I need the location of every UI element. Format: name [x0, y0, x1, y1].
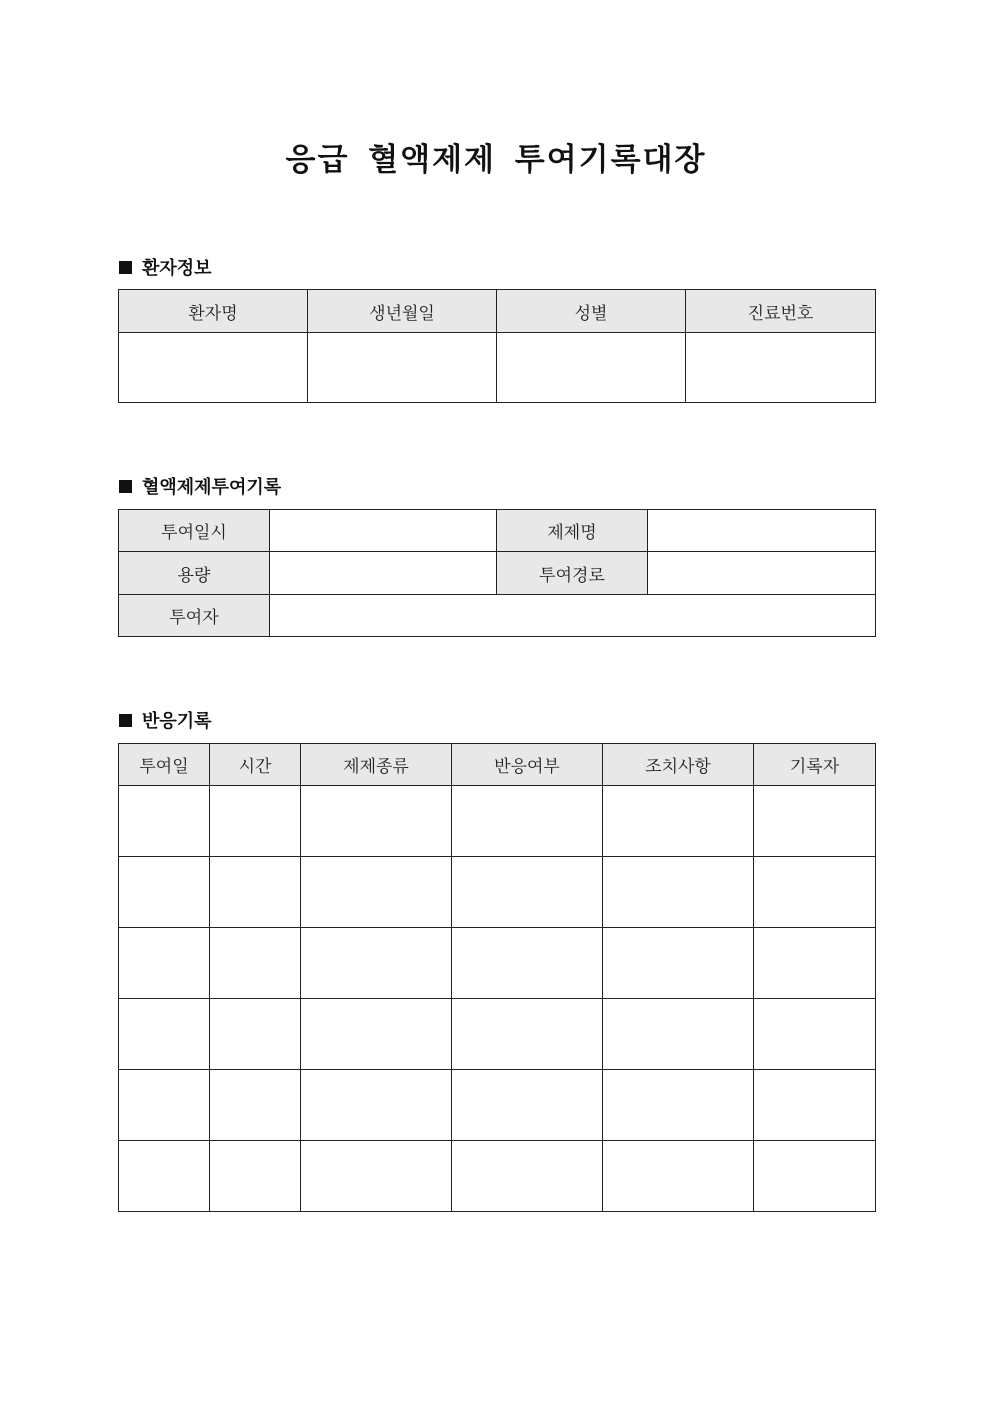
product-name-field[interactable] [648, 510, 876, 552]
time-cell[interactable] [210, 1141, 301, 1212]
admin-date-cell[interactable] [119, 1070, 210, 1141]
action-taken-cell[interactable] [603, 928, 754, 999]
reaction-table [118, 743, 876, 1212]
reaction-cell[interactable] [452, 1070, 603, 1141]
birth-date-header: 생년월일 [308, 290, 497, 333]
dose-label: 용량 [119, 552, 270, 595]
time-cell[interactable] [210, 928, 301, 999]
product-type-cell[interactable] [301, 1070, 452, 1141]
time-cell[interactable] [210, 857, 301, 928]
recorder-cell[interactable] [754, 999, 876, 1070]
table-row [119, 999, 876, 1070]
birth-date-field[interactable] [308, 333, 497, 403]
product-type-cell[interactable] [301, 928, 452, 999]
patient-info-table [118, 289, 876, 403]
patient-info-heading-text: 환자정보 [142, 258, 212, 279]
action-taken-header: 조치사항 [603, 744, 754, 786]
administrator-label: 투여자 [119, 595, 270, 637]
time-header: 시간 [210, 744, 301, 786]
action-taken-cell[interactable] [603, 999, 754, 1070]
route-label: 투여경로 [497, 552, 648, 595]
time-cell[interactable] [210, 999, 301, 1070]
reaction-header: 반응여부 [452, 744, 603, 786]
datetime-label: 투여일시 [119, 510, 270, 552]
admin-date-cell[interactable] [119, 928, 210, 999]
reaction-table-body [119, 786, 876, 1212]
administration-heading [119, 473, 281, 499]
table-row [119, 928, 876, 999]
square-bullet-icon [119, 261, 132, 274]
square-bullet-icon [119, 714, 132, 727]
admin-date-cell[interactable] [119, 857, 210, 928]
table-row [119, 786, 876, 857]
reaction-cell[interactable] [452, 999, 603, 1070]
record-number-field[interactable] [686, 333, 876, 403]
document-title: 응급 혈액제제 투여기록대장 [285, 142, 707, 178]
recorder-cell[interactable] [754, 1141, 876, 1212]
product-type-cell[interactable] [301, 786, 452, 857]
product-type-header: 제제종류 [301, 744, 452, 786]
administration-table [118, 509, 876, 637]
patient-name-header: 환자명 [119, 290, 308, 333]
admin-date-cell[interactable] [119, 1141, 210, 1212]
action-taken-cell[interactable] [603, 786, 754, 857]
record-number-header: 진료번호 [686, 290, 876, 333]
patient-name-field[interactable] [119, 333, 308, 403]
recorder-cell[interactable] [754, 928, 876, 999]
admin-date-cell[interactable] [119, 786, 210, 857]
administration-heading-text: 혈액제제투여기록 [142, 477, 282, 498]
admin-date-cell[interactable] [119, 999, 210, 1070]
table-row [119, 857, 876, 928]
reaction-cell[interactable] [452, 786, 603, 857]
recorder-cell[interactable] [754, 786, 876, 857]
sex-field[interactable] [497, 333, 686, 403]
reaction-heading [119, 707, 212, 733]
reaction-cell[interactable] [452, 857, 603, 928]
square-bullet-icon [119, 480, 132, 493]
datetime-field[interactable] [270, 510, 497, 552]
product-type-cell[interactable] [301, 999, 452, 1070]
reaction-cell[interactable] [452, 1141, 603, 1212]
reaction-cell[interactable] [452, 928, 603, 999]
recorder-cell[interactable] [754, 857, 876, 928]
dose-field[interactable] [270, 552, 497, 595]
recorder-header: 기록자 [754, 744, 876, 786]
time-cell[interactable] [210, 786, 301, 857]
reaction-heading-text: 반응기록 [142, 711, 212, 732]
table-row [119, 1141, 876, 1212]
administrator-field[interactable] [270, 595, 876, 637]
sex-header: 성별 [497, 290, 686, 333]
action-taken-cell[interactable] [603, 1070, 754, 1141]
product-type-cell[interactable] [301, 1141, 452, 1212]
time-cell[interactable] [210, 1070, 301, 1141]
patient-info-heading [119, 254, 212, 280]
table-row [119, 1070, 876, 1141]
product-name-label: 제제명 [497, 510, 648, 552]
route-field[interactable] [648, 552, 876, 595]
admin-date-header: 투여일 [119, 744, 210, 786]
product-type-cell[interactable] [301, 857, 452, 928]
action-taken-cell[interactable] [603, 1141, 754, 1212]
action-taken-cell[interactable] [603, 857, 754, 928]
recorder-cell[interactable] [754, 1070, 876, 1141]
